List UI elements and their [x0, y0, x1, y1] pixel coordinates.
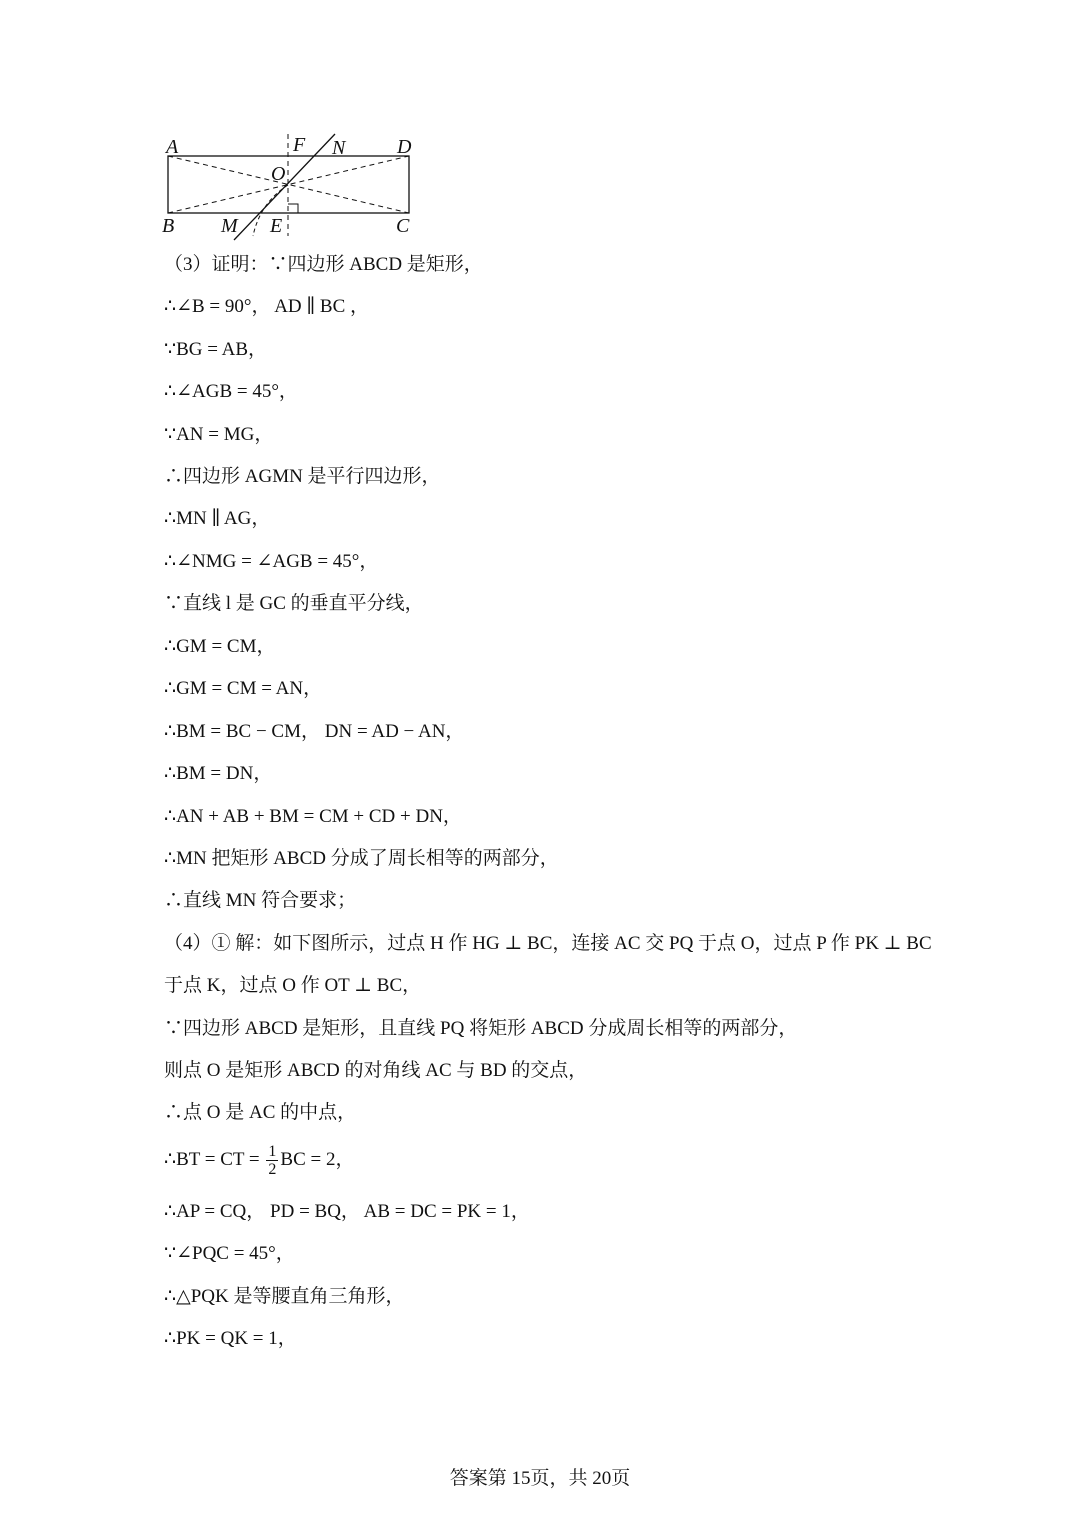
- solution-line: ∴AP = CQ， PD = BQ， AB = DC = PK = 1，: [164, 1201, 530, 1222]
- label-n: N: [332, 137, 346, 159]
- proof-line: ∵直线 l 是 GC 的垂直平分线，: [164, 593, 424, 614]
- fraction-numerator: 1: [268, 1143, 277, 1161]
- label-d: D: [397, 136, 412, 158]
- solution-line: ∵∠PQC = 45°，: [164, 1243, 295, 1264]
- proof-line: ∴直线 MN 符合要求；: [164, 890, 357, 911]
- label-a: A: [166, 136, 179, 158]
- proof-line: ∴MN ∥ AG，: [164, 508, 271, 529]
- proof-line: ∴四边形 AGMN 是平行四边形，: [164, 466, 441, 487]
- fraction-denominator: 2: [268, 1161, 277, 1179]
- label-b: B: [162, 215, 175, 237]
- solution-line: （4）① 解：如下图所示，过点 H 作 HG ⊥ BC，连接 AC 交 PQ 于点 O，过点 P 作 PK ⊥ BC: [164, 933, 932, 954]
- proof-line: ∴MN 把矩形 ABCD 分成了周长相等的两部分，: [164, 848, 559, 869]
- label-o: O: [271, 163, 286, 185]
- proof-line: ∴∠AGB = 45°，: [164, 381, 298, 402]
- solution-line: ∴点 O 是 AC 的中点，: [164, 1102, 357, 1123]
- solution-line: ∵四边形 ABCD 是矩形，且直线 PQ 将矩形 ABCD 分成周长相等的两部分，: [164, 1018, 798, 1039]
- proof-line: ∴BM = BC − CM， DN = AD − AN，: [164, 721, 465, 742]
- proof-line: ∴GM = CM，: [164, 636, 276, 657]
- fraction-line-after: BC = 2，: [280, 1149, 355, 1170]
- line-mn: [234, 134, 335, 240]
- solution-line: ∴△PQK 是等腰直角三角形，: [164, 1286, 405, 1307]
- proof-line: ∴BM = DN，: [164, 763, 273, 784]
- label-m: M: [221, 215, 238, 237]
- proof-line: ∴GM = CM = AN，: [164, 678, 323, 699]
- proof-line: ∴AN + AB + BM = CM + CD + DN，: [164, 806, 462, 827]
- proof-line: ∴∠B = 90°， AD ∥ BC ，: [164, 296, 370, 317]
- right-angle-mark: [288, 204, 298, 213]
- proof-line: ∵AN = MG，: [164, 424, 274, 445]
- proof-line: ∴∠NMG = ∠AGB = 45°，: [164, 551, 379, 572]
- fraction-one-half: [266, 1143, 278, 1178]
- proof-line: ∵BG = AB，: [164, 339, 268, 360]
- solution-line: 则点 O 是矩形 ABCD 的对角线 AC 与 BD 的交点，: [164, 1060, 588, 1081]
- proof-line: （3）证明：∵四边形 ABCD 是矩形，: [164, 254, 483, 275]
- solution-line: 于点 K，过点 O 作 OT ⊥ BC，: [164, 975, 422, 996]
- page-footer: 答案第 15页，共 20页: [449, 1468, 631, 1489]
- label-c: C: [396, 215, 410, 237]
- label-e: E: [270, 215, 283, 237]
- fraction-line-before: ∴BT = CT =: [164, 1149, 265, 1170]
- label-f: F: [293, 134, 306, 156]
- geometry-figure: [150, 128, 430, 243]
- fraction-line: [164, 1140, 354, 1180]
- solution-line: ∴PK = QK = 1，: [164, 1328, 297, 1349]
